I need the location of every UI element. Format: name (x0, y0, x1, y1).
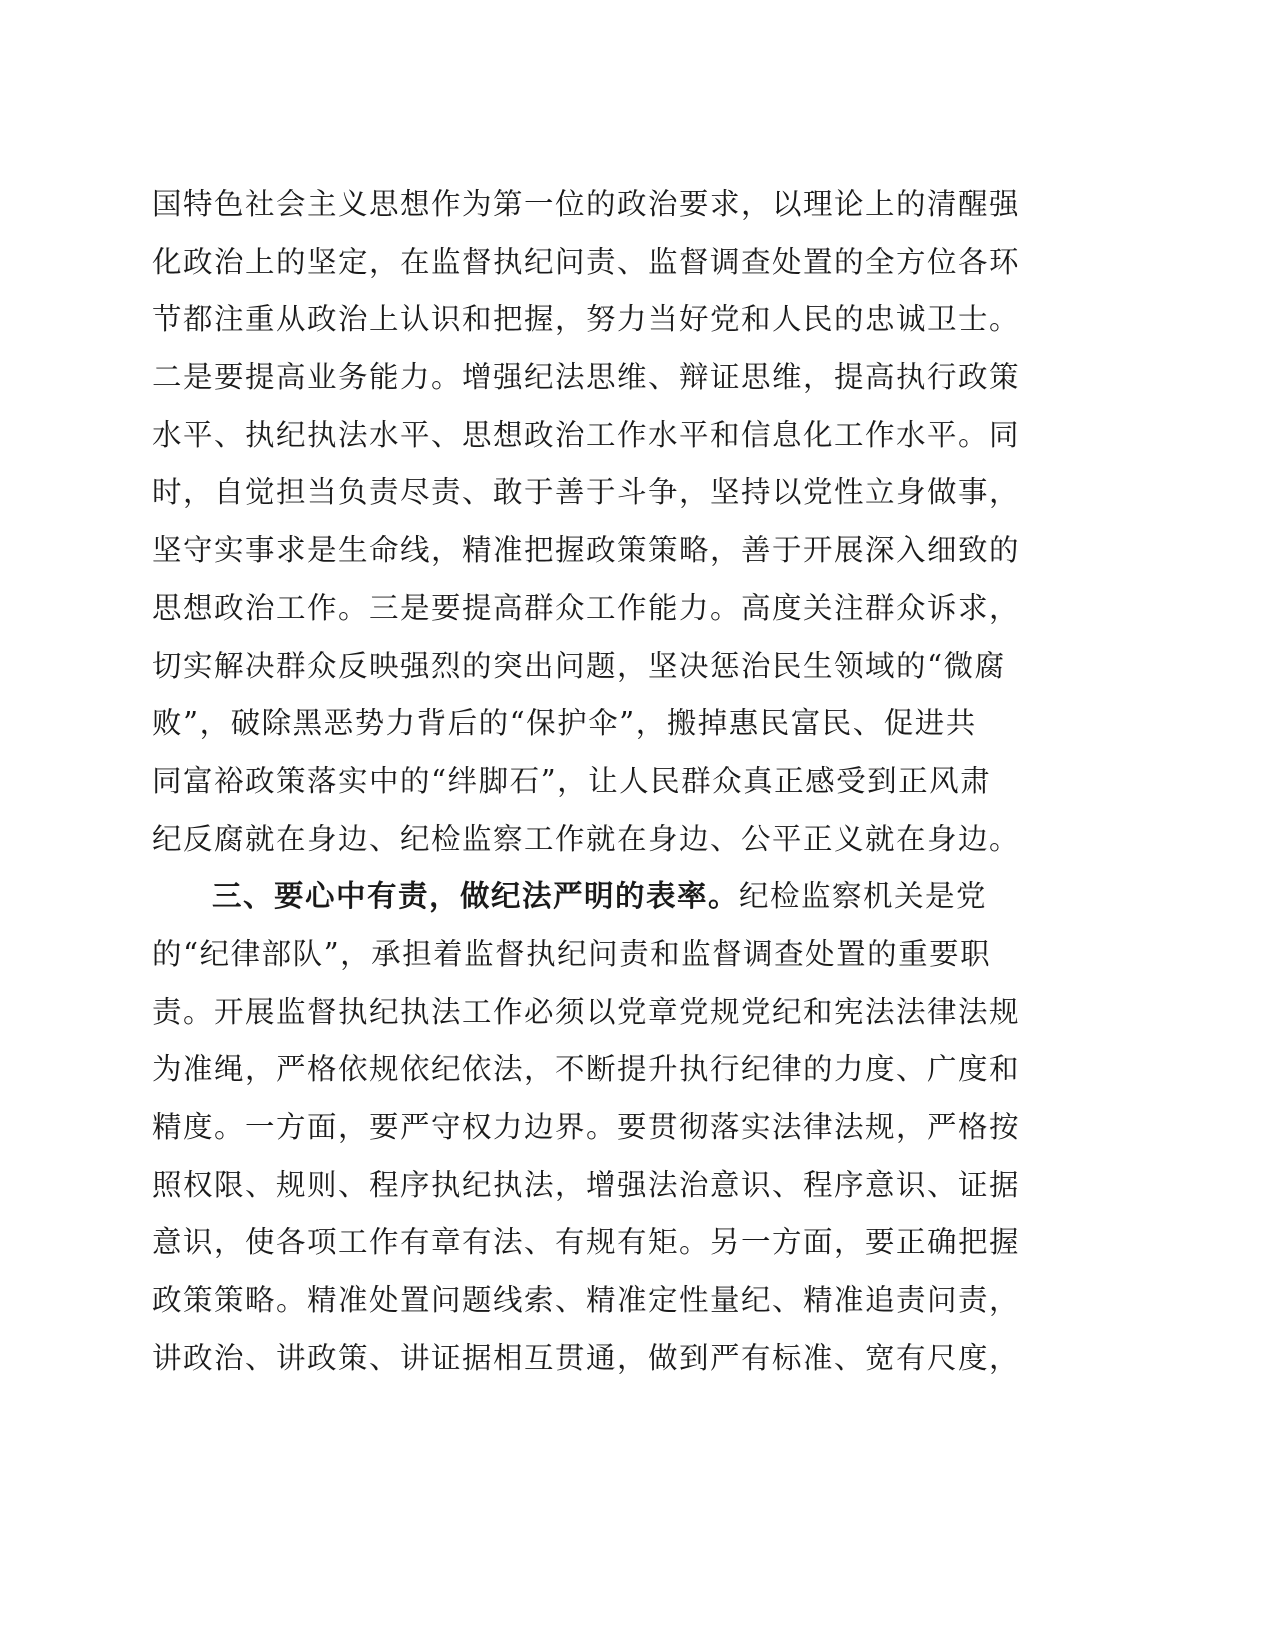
text-line: 讲政治、讲政策、讲证据相互贯通，做到严有标准、宽有尺度， (152, 1340, 1021, 1375)
text-line: 的“纪律部队”，承担着监督执纪问责和监督调查处置的重要职 (152, 936, 992, 971)
text-line: 二是要提高业务能力。增强纪法思维、辩证思维，提高执行政策 (152, 360, 1021, 395)
text-line: 坚守实事求是生命线，精准把握政策策略，善于开展深入细致的 (152, 533, 1021, 568)
text-line: 意识，使各项工作有章有法、有规有矩。另一方面，要正确把握 (152, 1225, 1021, 1260)
text-line: 纪反腐就在身边、纪检监察工作就在身边、公平正义就在身边。 (152, 821, 1021, 856)
section-3-first-line (152, 868, 1042, 926)
text-line: 责。开展监督执纪执法工作必须以党章党规党纪和宪法法律法规 (152, 994, 1021, 1029)
text-line: 败”，破除黑恶势力背后的“保护伞”，搬掉惠民富民、促进共 (152, 706, 977, 741)
text-line: 水平、执纪执法水平、思想政治工作水平和信息化工作水平。同 (152, 417, 1021, 452)
text-line: 照权限、规则、程序执纪执法，增强法治意识、程序意识、证据 (152, 1167, 1021, 1202)
text-line: 节都注重从政治上认识和把握，努力当好党和人民的忠诚卫士。 (152, 302, 1021, 337)
text-line: 化政治上的坚定，在监督执纪问责、监督调查处置的全方位各环 (152, 244, 1021, 279)
text-line: 思想政治工作。三是要提高群众工作能力。高度关注群众诉求， (152, 590, 1021, 625)
text-line: 同富裕政策落实中的“绊脚石”，让人民群众真正感受到正风肃 (152, 763, 992, 798)
text-line: 精度。一方面，要严守权力边界。要贯彻落实法律法规，严格按 (152, 1110, 1021, 1144)
text-line: 时，自觉担当负责尽责、敢于善于斗争，坚持以党性立身做事， (152, 475, 1021, 510)
section-3-heading: 三、要心中有责，做纪法严明的表率。 (212, 879, 740, 914)
body-text (152, 176, 1042, 1387)
text-line: 国特色社会主义思想作为第一位的政治要求，以理论上的清醒强 (152, 187, 1021, 221)
text-line: 为准绳，严格依规依纪依法，不断提升执行纪律的力度、广度和 (152, 1052, 1021, 1087)
text-line: 政策策略。精准处置问题线索、精准定性量纪、精准追责问责， (152, 1283, 1021, 1318)
section-3-text-start: 纪检监察机关是党 (739, 879, 988, 914)
text-line: 切实解决群众反映强烈的突出问题，坚决惩治民生领域的“微腐 (152, 648, 1006, 683)
